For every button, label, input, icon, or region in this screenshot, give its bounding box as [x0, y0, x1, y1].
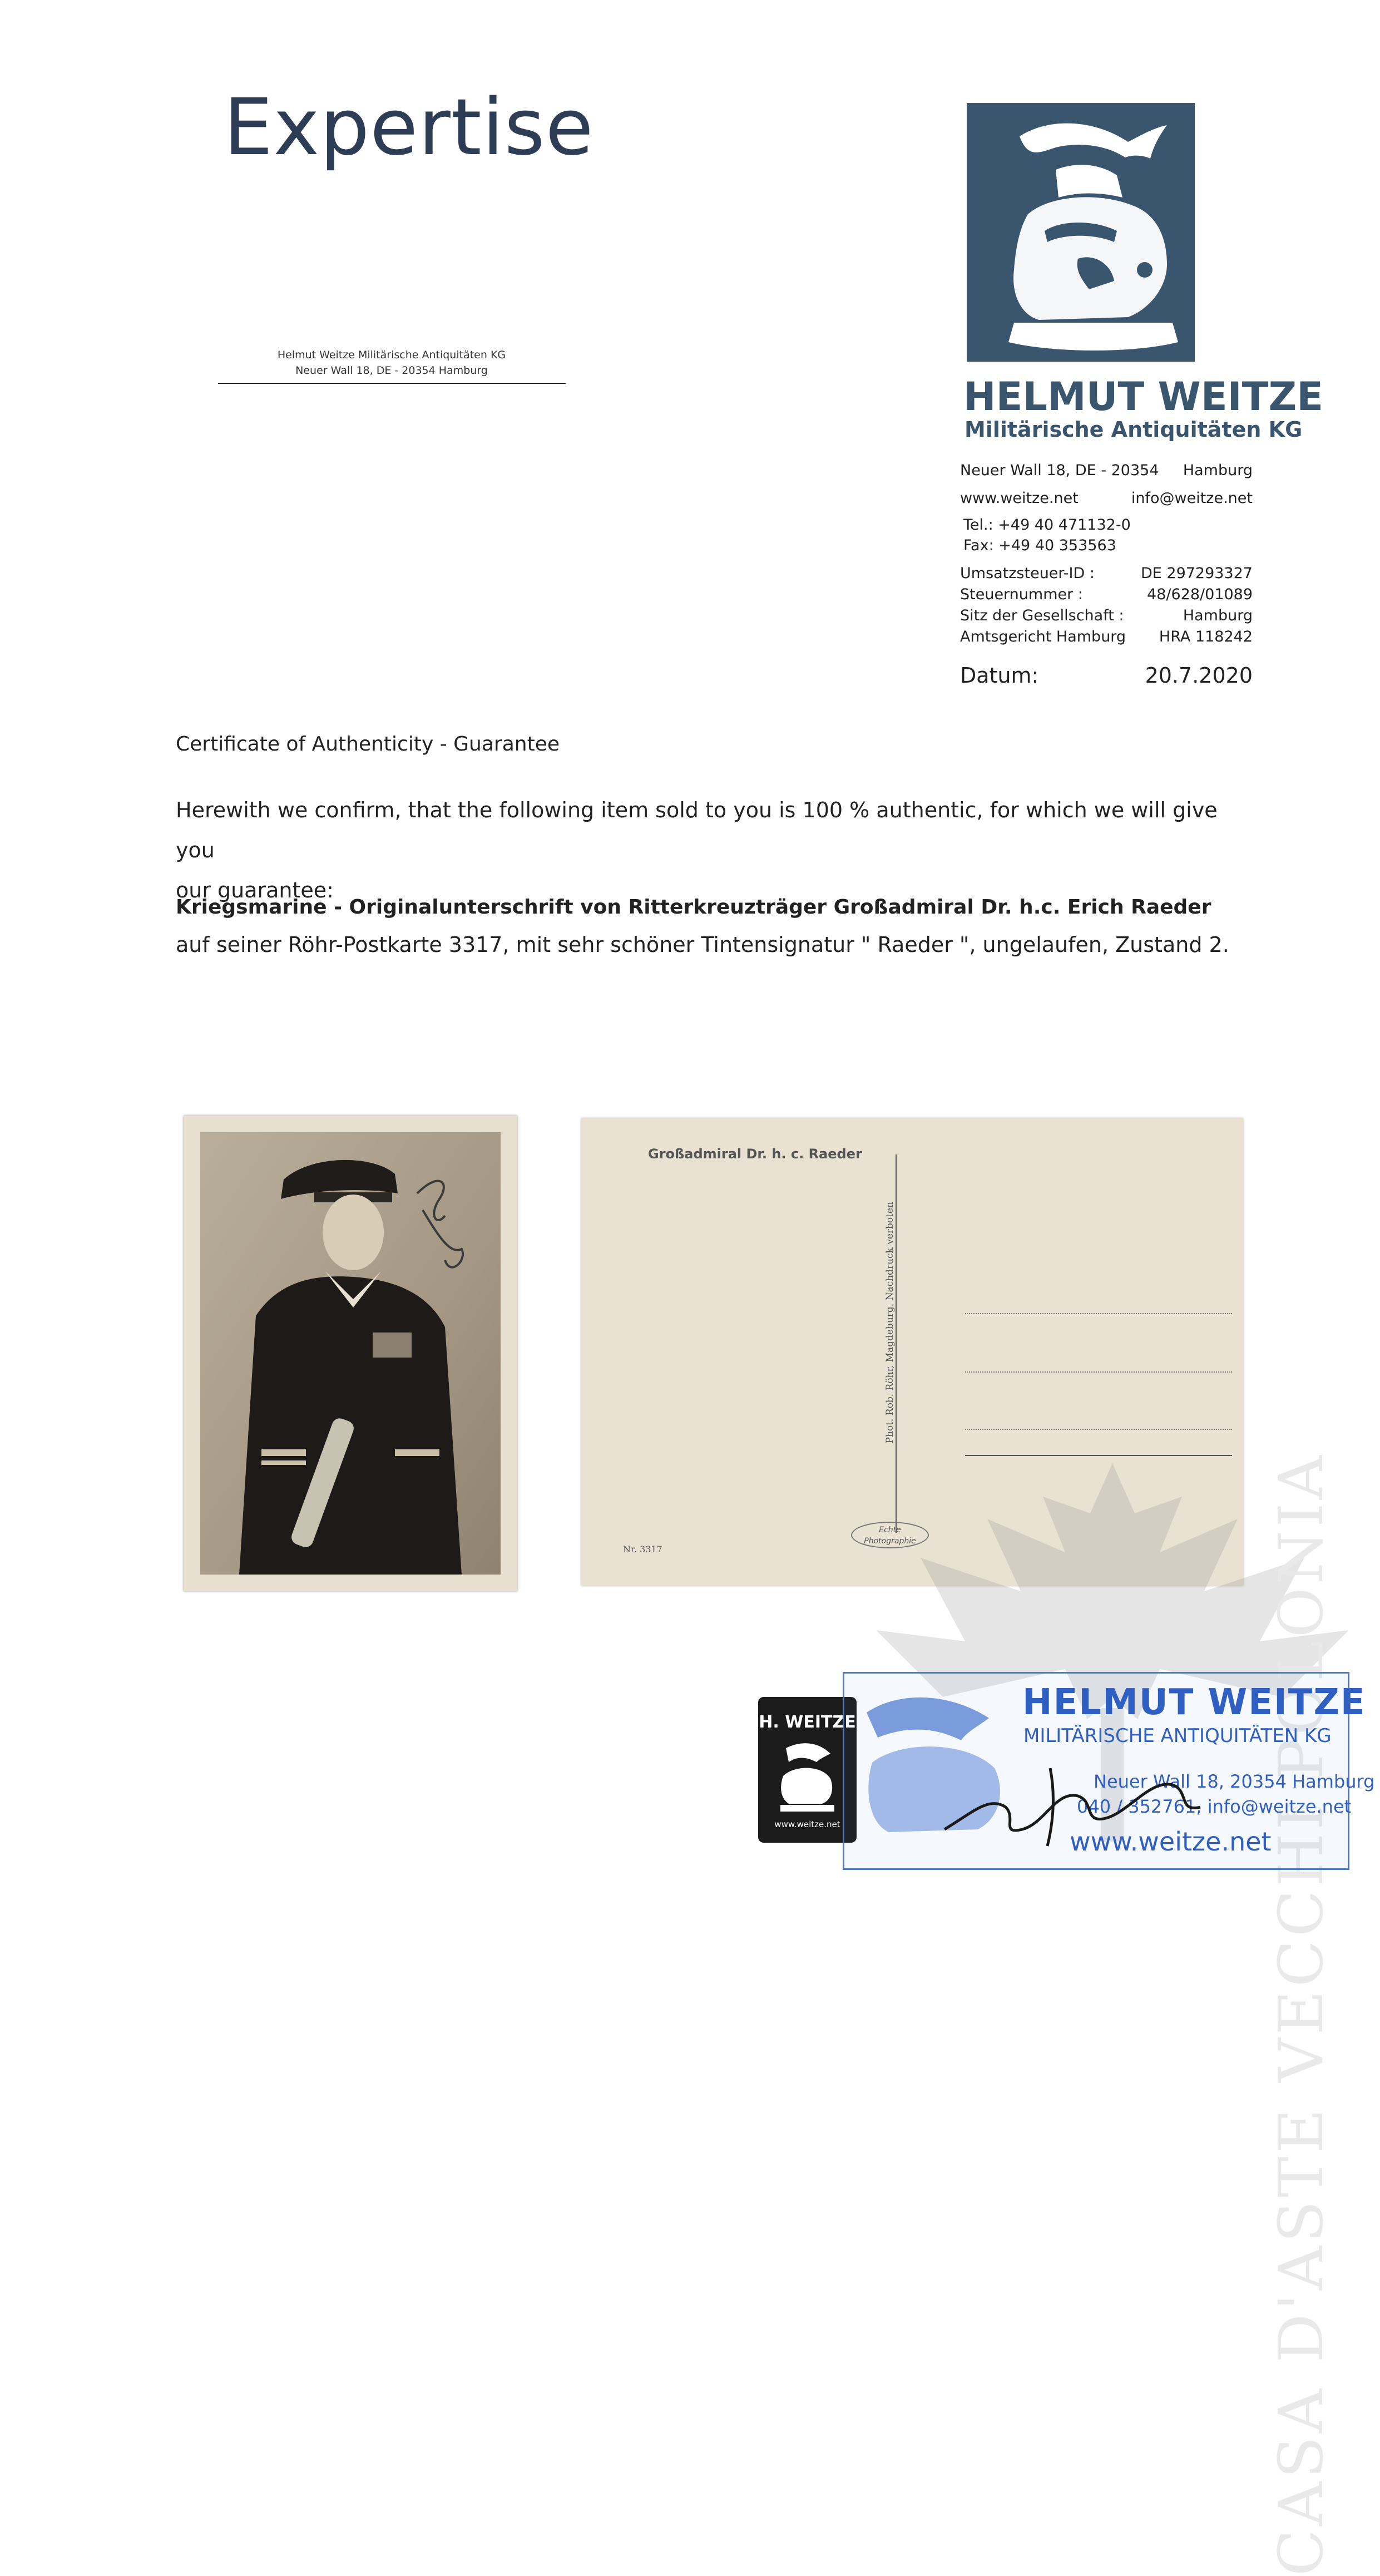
info-court-label: Amtsgericht Hamburg	[960, 628, 1126, 645]
info-tel: Tel.: +49 40 471132-0	[963, 516, 1131, 534]
info-fax: Fax: +49 40 353563	[963, 537, 1116, 554]
info-row-web	[960, 490, 1253, 507]
info-seat-value: Hamburg	[1183, 607, 1253, 624]
info-website: www.weitze.net	[960, 490, 1079, 507]
info-row-tax	[960, 586, 1253, 603]
info-vat-label: Umsatzsteuer-ID :	[960, 565, 1095, 582]
certificate-confirmation	[176, 790, 1260, 910]
info-vat-value: DE 297293327	[1140, 565, 1253, 582]
sender-divider	[218, 383, 566, 384]
info-row-date	[960, 663, 1253, 688]
sender-line-address: Neuer Wall 18, DE - 20354 Hamburg	[295, 364, 488, 377]
label-stamp-url: www.weitze.net	[774, 1819, 840, 1829]
info-court-value: HRA 118242	[1159, 628, 1253, 645]
address-line-1	[965, 1313, 1232, 1314]
postcard-badge: Echte Photographie	[851, 1522, 929, 1548]
info-row-address	[960, 462, 1253, 479]
company-logo-name: HELMUT WEITZE	[963, 374, 1324, 420]
info-date-label: Datum:	[960, 663, 1039, 688]
postcard-publisher: Phot. Rob. Röhr, Magdeburg. Nachdruck verboten	[884, 1202, 896, 1444]
label-stamp-name: H. WEITZE	[759, 1713, 856, 1732]
watermark-text: CASA D'ASTE VECCHI POLONIA	[1265, 1452, 1337, 2576]
company-logo	[967, 103, 1195, 362]
info-row-vat	[960, 565, 1253, 582]
ink-stamp-name: HELMUT WEITZE	[1022, 1682, 1366, 1723]
info-tax-label: Steuernummer :	[960, 586, 1083, 603]
company-ink-stamp	[843, 1672, 1375, 1870]
ink-stamp-address: Neuer Wall 18, 20354 Hamburg	[1094, 1771, 1375, 1792]
item-description: auf seiner Röhr-Postkarte 3317, mit sehr schöner Tintensignatur " Raeder ", ungelaufen, Zustand 2.	[176, 932, 1229, 957]
handwritten-signature	[939, 1746, 1228, 1852]
info-city: Hamburg	[1183, 462, 1253, 479]
admiral-portrait-image	[184, 1116, 517, 1591]
sender-line-company: Helmut Weitze Militärische Antiquitäten KG	[277, 349, 506, 361]
ink-stamp-phone: 040 / 352761, info@weitze.net	[1077, 1796, 1352, 1817]
info-tax-value: 48/628/01089	[1147, 586, 1253, 603]
item-title: Kriegsmarine - Originalunterschrift von Ritterkreuzträger Großadmiral Dr. h.c. Erich Raeder	[176, 896, 1211, 919]
page-title: Expertise	[224, 82, 594, 173]
info-row-court	[960, 628, 1253, 645]
sender-address	[217, 347, 566, 378]
postcard-number: Nr. 3317	[623, 1544, 662, 1555]
info-seat-label: Sitz der Gesellschaft :	[960, 607, 1124, 624]
confirmation-line-2: our guarantee:	[176, 878, 334, 902]
ink-stamp-subtitle: MILITÄRISCHE ANTIQUITÄTEN KG	[1023, 1725, 1332, 1747]
confirmation-line-1: Herewith we confirm, that the following item sold to you is 100 % authentic, for which we will give you	[176, 798, 1218, 862]
postcard-photo-front	[184, 1116, 517, 1591]
weitze-label-stamp	[758, 1697, 857, 1843]
info-date-value: 20.7.2020	[1145, 663, 1253, 688]
ink-stamp-url: www.weitze.net	[1070, 1827, 1272, 1857]
info-email: info@weitze.net	[1131, 490, 1253, 507]
helmet-eagle-icon	[967, 103, 1195, 362]
info-row-seat	[960, 607, 1253, 624]
certificate-heading: Certificate of Authenticity - Guarantee	[176, 733, 560, 756]
postcard-caption: Großadmiral Dr. h. c. Raeder	[648, 1146, 862, 1162]
helmet-eagle-icon	[775, 1737, 840, 1815]
info-address: Neuer Wall 18, DE - 20354	[960, 462, 1159, 479]
company-logo-subtitle: Militärische Antiquitäten KG	[964, 417, 1303, 442]
address-line-2	[965, 1371, 1232, 1373]
